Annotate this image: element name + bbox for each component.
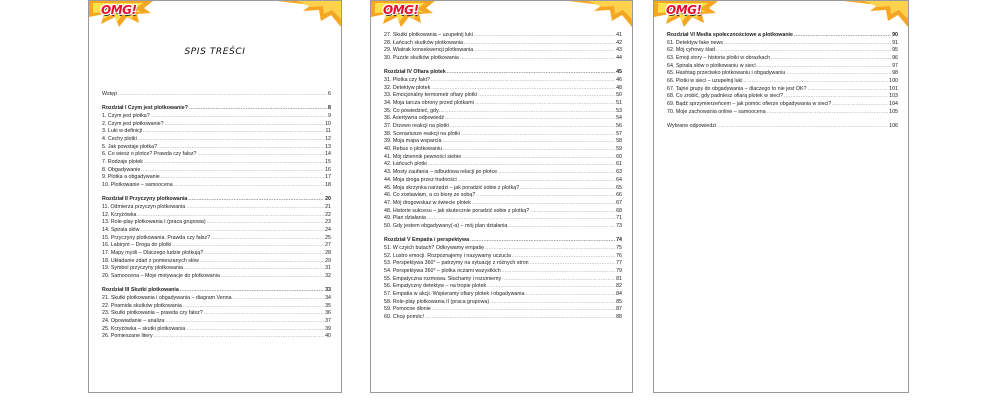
chapter-heading[interactable] <box>102 287 331 295</box>
entry-title: 32. Detektyw plotek <box>384 84 431 91</box>
entry-title: 70. Moje zachowania online – samoocena <box>667 108 766 115</box>
entry-page: 27 <box>325 242 331 249</box>
entry-title: 9. Plotka a obgadywanie <box>102 174 160 181</box>
toc-entry[interactable] <box>384 200 622 208</box>
entry-page: 37 <box>325 318 331 325</box>
entry-title: 15. Przyczyny plotkowania. Prawda czy fałsz? <box>102 234 211 241</box>
entry-page: 46 <box>616 76 622 83</box>
toc-entry[interactable] <box>384 32 622 40</box>
entry-title: 45. Moja skrzynka narzędzi – jak poradzić sobie z plotką? <box>384 184 520 191</box>
toc-entry[interactable] <box>384 185 622 193</box>
toc-entry[interactable] <box>667 109 898 117</box>
entry-title: 33. Emocjonalny termometr ofiary plotki <box>384 92 478 99</box>
toc-entry[interactable] <box>102 235 331 243</box>
toc-entry[interactable] <box>384 314 622 322</box>
entry-page: 71 <box>616 215 622 222</box>
entry-page: 13 <box>325 143 331 150</box>
toc-entry[interactable] <box>384 260 622 268</box>
entry-title: 41. Mój dziennik pewności siebie <box>384 153 462 160</box>
entry-page: 25 <box>325 234 331 241</box>
toc-entry[interactable] <box>667 55 898 63</box>
toc-entry[interactable] <box>384 115 622 123</box>
entry-page: 85 <box>616 298 622 305</box>
entry-title: 18. Układanie zdań z pomieszanych słów <box>102 257 199 264</box>
entry-page: 105 <box>889 108 898 115</box>
toc-entry[interactable] <box>384 283 622 291</box>
toc-entry[interactable] <box>102 265 331 273</box>
entry-page: 95 <box>892 47 898 54</box>
entry-title: 27. Skutki plotkowania – uzupełnij luki <box>384 31 473 38</box>
chapter-title: Rozdział V Empatia i perspektywa <box>384 237 470 244</box>
toc-entry[interactable] <box>102 310 331 318</box>
toc-entry[interactable] <box>384 245 622 253</box>
toc-entry[interactable] <box>102 273 331 281</box>
entry-title: 47. Mój drogowskaz w świecie plotek <box>384 199 471 206</box>
entry-title: 39. Moja mapa wsparcia <box>384 138 442 145</box>
toc-entry[interactable] <box>384 253 622 261</box>
chapter-title: Rozdział III Skutki plotkowania <box>102 287 179 294</box>
toc-entry[interactable] <box>384 123 622 131</box>
toc-entry[interactable] <box>102 128 331 136</box>
entry-page: 48 <box>616 84 622 91</box>
toc-entry[interactable] <box>102 258 331 266</box>
entry-page: 9 <box>328 112 331 119</box>
toc-entry[interactable] <box>384 215 622 223</box>
toc-entry[interactable] <box>384 306 622 314</box>
toc-entry[interactable] <box>667 78 898 86</box>
entry-page: 66 <box>616 192 622 199</box>
entry-title: 68. Co zrobić, gdy padniesz ofiarą plotek w sieci? <box>667 93 784 100</box>
entry-page: 50 <box>616 92 622 99</box>
toc-entry[interactable] <box>384 131 622 139</box>
entry-page: 56 <box>616 123 622 130</box>
entry-title: 44. Moja droga przez trudności <box>384 176 457 183</box>
entry-page: 33 <box>325 287 331 294</box>
entry-page: 67 <box>616 199 622 206</box>
entry-title: 22. Piramida skutków plotkowania <box>102 302 182 309</box>
toc-entry[interactable] <box>102 121 331 129</box>
toc-entry[interactable] <box>384 268 622 276</box>
toc-entry[interactable] <box>384 177 622 185</box>
entry-title: 40. Rebus o plotkowaniu <box>384 146 443 153</box>
toc-entry[interactable] <box>102 326 331 334</box>
entry-page: 8 <box>328 105 331 112</box>
entry-title: 61. Detektyw fake news <box>667 39 723 46</box>
toc-entry[interactable] <box>102 91 331 99</box>
toc-entry[interactable] <box>667 63 898 71</box>
chapter-heading[interactable] <box>667 32 898 40</box>
entry-page: 24 <box>325 226 331 233</box>
entry-page: 103 <box>889 93 898 100</box>
entry-title: 13. Role-play plotkowania I (praca grupowa) <box>102 219 206 226</box>
entry-title: 31. Plotka czy fakt? <box>384 76 430 83</box>
entry-page: 63 <box>616 169 622 176</box>
toc-entry[interactable] <box>102 136 331 144</box>
entry-title: 49. Plan działania <box>384 215 426 222</box>
entry-title: 24. Opowiadanie – analiza <box>102 318 165 325</box>
omg-logo: OMG! <box>101 3 137 17</box>
entry-title: 64. Spirala słów o plotkowaniu w sieci <box>667 62 756 69</box>
toc-entry[interactable] <box>384 169 622 177</box>
entry-title: Wstęp <box>102 90 118 97</box>
entry-page: 90 <box>892 31 898 38</box>
toc-entry[interactable] <box>102 204 331 212</box>
entry-title: 2. Czym jest plotkowanie? <box>102 120 164 127</box>
entry-page: 31 <box>325 265 331 272</box>
toc-entry[interactable] <box>384 47 622 55</box>
toc-entry[interactable] <box>667 40 898 48</box>
entry-title: 62. Mój cyfrowy ślad <box>667 47 715 54</box>
toc-entry[interactable] <box>102 295 331 303</box>
toc-entry[interactable] <box>384 299 622 307</box>
entry-page: 20 <box>325 196 331 203</box>
entry-title: 6. Co wiesz o plotce? Prawda czy fałsz? <box>102 151 197 158</box>
entry-title: 54. Perspektywa 360° – plotka oczami wszystkich <box>384 267 501 274</box>
toc-entry[interactable] <box>102 242 331 250</box>
entry-title: 34. Moja tarcza obrony przed plotkami <box>384 99 474 106</box>
corner-decoration <box>844 1 908 27</box>
toc-entry[interactable] <box>102 113 331 121</box>
toc-entry[interactable] <box>667 86 898 94</box>
entry-page: 54 <box>616 115 622 122</box>
entry-page: 61 <box>616 161 622 168</box>
toc-page-3 <box>653 0 909 393</box>
entry-title: 67. Tajne grupy do obgadywania – dlaczego to nie jest OK? <box>667 85 807 92</box>
toc-entry[interactable] <box>667 123 898 131</box>
entry-page: 11 <box>325 128 331 135</box>
toc-entry[interactable] <box>384 108 622 116</box>
toc-entry[interactable] <box>384 276 622 284</box>
chapter-heading[interactable] <box>384 237 622 245</box>
entry-page: 53 <box>616 107 622 114</box>
entry-page: 98 <box>892 70 898 77</box>
entry-title: 38. Scenariusze reakcji na plotki <box>384 130 460 137</box>
entry-page: 10 <box>325 120 331 127</box>
entry-title: 58. Role-play plotkowania II (praca grupowa) <box>384 298 490 305</box>
entry-title: 42. Łańcuch plotki <box>384 161 427 168</box>
toc-entry[interactable] <box>384 146 622 154</box>
entry-page: 44 <box>616 55 622 62</box>
corner-decoration <box>277 1 341 27</box>
entry-title: 48. Historie sukcesu – jak skutecznie poradzić sobie z plotką? <box>384 207 530 214</box>
entry-title: 35. Co powiedzieć, gdy… <box>384 107 445 114</box>
toc-entry[interactable] <box>102 333 331 341</box>
entry-page: 75 <box>616 244 622 251</box>
entry-page: 87 <box>616 306 622 313</box>
omg-logo: OMG! <box>666 3 702 17</box>
entry-page: 41 <box>616 31 622 38</box>
entry-page: 29 <box>325 257 331 264</box>
entry-page: 73 <box>616 222 622 229</box>
entry-title: 60. Chcę pomóc! <box>384 314 425 321</box>
entry-title: 51. W czyich butach? Odkrywamy empatię <box>384 244 485 251</box>
entry-page: 43 <box>616 47 622 54</box>
entry-title: 53. Perspektywa 360° – patrzymy na sytuację z różnych stron <box>384 260 529 267</box>
toc-entry[interactable] <box>102 318 331 326</box>
entry-page: 76 <box>616 252 622 259</box>
toc-entry[interactable] <box>384 223 622 231</box>
entry-title: 4. Cechy plotki <box>102 135 137 142</box>
toc-entry[interactable] <box>102 151 331 159</box>
entry-page: 28 <box>325 250 331 257</box>
entry-title: 56. Empatyczny detektyw – na tropie plotek <box>384 283 487 290</box>
entry-page: 15 <box>325 158 331 165</box>
toc-entry[interactable] <box>667 101 898 109</box>
toc-list-page-2 <box>384 32 622 322</box>
entry-page: 100 <box>889 78 898 85</box>
entry-page: 68 <box>616 207 622 214</box>
entry-title: 30. Puzzle skutków plotkowania <box>384 55 459 62</box>
toc-entry[interactable] <box>667 70 898 78</box>
toc-entry[interactable] <box>384 40 622 48</box>
entry-page: 97 <box>892 62 898 69</box>
entry-page: 88 <box>616 314 622 321</box>
entry-page: 101 <box>889 85 898 92</box>
entry-page: 79 <box>616 267 622 274</box>
entry-title: 17. Mapy myśli – Dlaczego ludzie plotkują? <box>102 250 204 257</box>
toc-entry[interactable] <box>102 182 331 190</box>
chapter-title: Rozdział I Czym jest plotkowanie? <box>102 105 188 112</box>
entry-page: 81 <box>616 275 622 282</box>
entry-page: 21 <box>325 203 331 210</box>
entry-title: 66. Plotki w sieci – uzupełnij luki <box>667 78 743 85</box>
chapter-title: Rozdział IV Ofiara plotek <box>384 69 446 76</box>
toc-entry[interactable] <box>384 291 622 299</box>
entry-page: 22 <box>325 211 331 218</box>
toc-entry[interactable] <box>384 85 622 93</box>
chapter-title: Rozdział VI Media społecznościowe a plotkowanie <box>667 31 793 38</box>
entry-page: 32 <box>325 273 331 280</box>
entry-title: 1. Czym jest plotka? <box>102 112 150 119</box>
entry-page: 59 <box>616 146 622 153</box>
toc-entry[interactable] <box>667 47 898 55</box>
toc-entry[interactable] <box>667 94 898 102</box>
toc-page-2 <box>370 0 633 393</box>
toc-entry[interactable] <box>384 154 622 162</box>
entry-page: 106 <box>889 123 898 130</box>
entry-page: 104 <box>889 101 898 108</box>
toc-entry[interactable] <box>102 167 331 175</box>
entry-page: 65 <box>616 184 622 191</box>
chapter-heading[interactable] <box>102 105 331 113</box>
toc-entry[interactable] <box>102 144 331 152</box>
toc-entry[interactable] <box>384 77 622 85</box>
toc-entry[interactable] <box>384 92 622 100</box>
entry-page: 39 <box>325 325 331 332</box>
toc-page-1 <box>88 0 342 393</box>
entry-page: 57 <box>616 130 622 137</box>
entry-page: 34 <box>325 294 331 301</box>
toc-list-page-3 <box>667 32 898 131</box>
entry-page: 23 <box>325 219 331 226</box>
toc-entry[interactable] <box>102 303 331 311</box>
toc-entry[interactable] <box>384 100 622 108</box>
entry-title: 43. Mosty zaufania – odbudowa relacji po plotce <box>384 169 498 176</box>
toc-entry[interactable] <box>102 174 331 182</box>
toc-entry[interactable] <box>384 138 622 146</box>
entry-page: 60 <box>616 153 622 160</box>
entry-page: 58 <box>616 138 622 145</box>
entry-page: 17 <box>325 174 331 181</box>
chapter-heading[interactable] <box>384 69 622 77</box>
entry-page: 18 <box>325 182 331 189</box>
toc-entry[interactable] <box>102 227 331 235</box>
entry-page: 82 <box>616 283 622 290</box>
toc-entry[interactable] <box>384 162 622 170</box>
entry-page: 77 <box>616 260 622 267</box>
entry-title: 21. Skutki plotkowania i obgadywania – diagram Venna <box>102 294 232 301</box>
entry-title: 8. Obgadywanie <box>102 166 141 173</box>
toc-list-page-1 <box>102 91 331 341</box>
toc-entry[interactable] <box>384 208 622 216</box>
entry-page: 96 <box>892 55 898 62</box>
entry-page: 6 <box>328 90 331 97</box>
entry-title: 63. Emoji story – historia plotki w obrazkach <box>667 55 771 62</box>
entry-title: 25. Krzyżówka – skutki plotkowania <box>102 325 186 332</box>
entry-title: Wybrane odpowiedzi <box>667 123 717 130</box>
entry-title: 7. Rodzaje plotek <box>102 158 143 165</box>
entry-title: 11. Odmierza przyczyn plotkowania <box>102 203 186 210</box>
entry-title: 46. Co zostawiam, a co biorę ze sobą? <box>384 192 476 199</box>
entry-title: 20. Samoocena – Moje motywacje do plotkowania <box>102 273 220 280</box>
toc-title: SPIS TREŚCI <box>184 47 246 57</box>
entry-title: 3. Luki w definicji <box>102 128 143 135</box>
entry-title: 29. Wiatrak konsekwencji plotkowania <box>384 47 474 54</box>
toc-entry[interactable] <box>102 159 331 167</box>
entry-page: 74 <box>616 237 622 244</box>
entry-page: 84 <box>616 290 622 297</box>
entry-title: 12. Krzyżówka <box>102 211 137 218</box>
entry-title: 50. Gdy jestem obgadywany(-a) – mój plan działania <box>384 222 508 229</box>
entry-title: 37. Drzewo reakcji na plotki <box>384 123 449 130</box>
toc-entry[interactable] <box>102 212 331 220</box>
entry-title: 19. Symbol przyczyny plotkowania <box>102 265 183 272</box>
chapter-title: Rozdział II Przyczyny plotkowania <box>102 196 188 203</box>
entry-page: 91 <box>892 39 898 46</box>
entry-title: 10. Plotkowanie – samoocena <box>102 182 173 189</box>
entry-page: 12 <box>325 135 331 142</box>
entry-title: 59. Pomocne dłonie <box>384 306 431 313</box>
entry-page: 45 <box>616 69 622 76</box>
entry-title: 36. Asertywna odpowiedź <box>384 115 445 122</box>
entry-title: 23. Skutki plotkowania – prawda czy fałsz? <box>102 310 203 317</box>
entry-page: 35 <box>325 302 331 309</box>
entry-title: 65. Hashtag przeciwko plotkowaniu i obgadywaniu <box>667 70 786 77</box>
entry-page: 64 <box>616 176 622 183</box>
chapter-heading[interactable] <box>102 196 331 204</box>
toc-entry[interactable] <box>102 219 331 227</box>
entry-title: 55. Empatyczna rozmowa. Słuchamy i rozumiemy <box>384 275 502 282</box>
entry-title: 52. Lustro emocji. Rozpoznajemy i nazywamy uczucia <box>384 252 511 259</box>
entry-page: 51 <box>616 99 622 106</box>
entry-title: 57. Empatia w akcji. Wspieramy ofiary plotek i obgadywania <box>384 290 525 297</box>
omg-logo: OMG! <box>383 3 419 17</box>
entry-title: 69. Bądź sprzymierzeńcem – jak pomóc ofierze obgadywania w sieci? <box>667 101 832 108</box>
toc-entry[interactable] <box>384 192 622 200</box>
entry-title: 16. Labirynt – Droga do plotki <box>102 242 172 249</box>
entry-title: 14. Spirala słów <box>102 226 140 233</box>
corner-decoration <box>568 1 632 27</box>
entry-page: 42 <box>616 39 622 46</box>
entry-page: 14 <box>325 151 331 158</box>
toc-entry[interactable] <box>384 55 622 63</box>
entry-page: 40 <box>325 333 331 340</box>
entry-page: 16 <box>325 166 331 173</box>
toc-entry[interactable] <box>102 250 331 258</box>
entry-page: 36 <box>325 310 331 317</box>
entry-title: 26. Pomieszane litery <box>102 333 153 340</box>
entry-title: 5. Jak powstaje plotka? <box>102 143 158 150</box>
entry-title: 28. Łańcuch skutków plotkowania <box>384 39 463 46</box>
